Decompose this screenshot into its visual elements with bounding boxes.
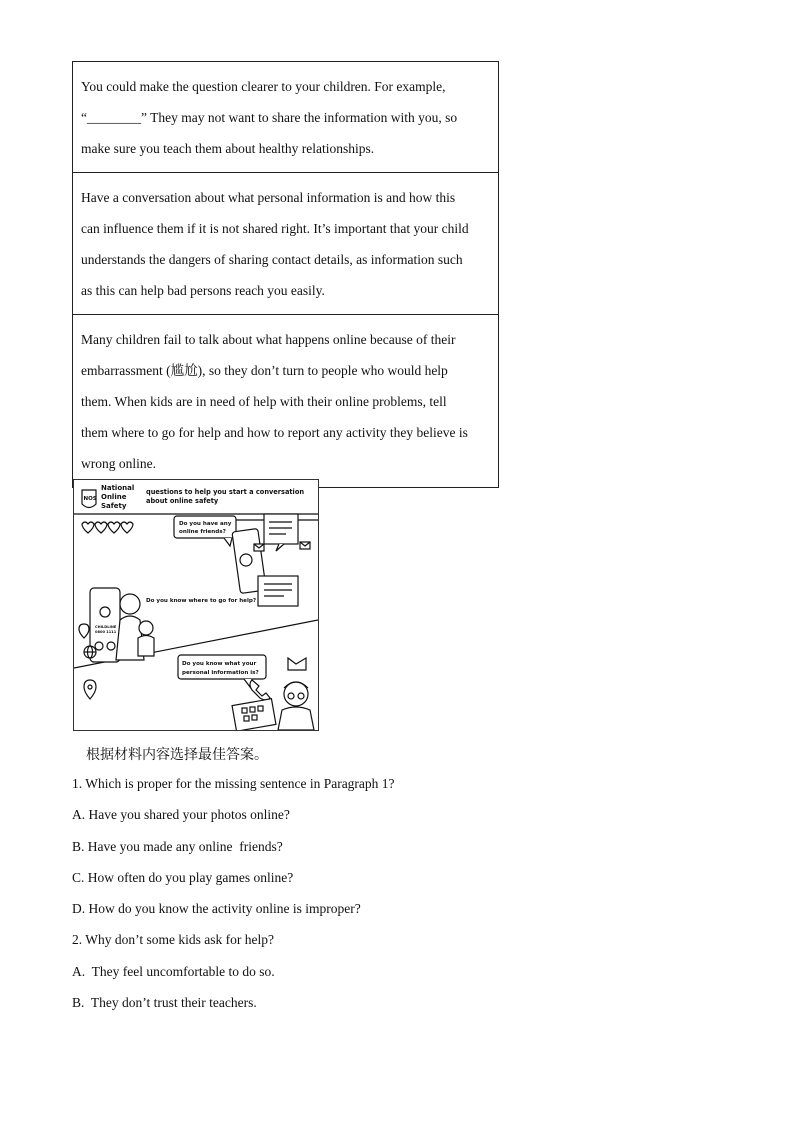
row2-line3: understands the dangers of sharing contact details, as information such xyxy=(81,252,463,267)
logo-badge-text: NOS xyxy=(83,496,97,502)
instruction: 根据材料内容选择最佳答案。 xyxy=(86,748,268,763)
question-1-stem: 1. Which is proper for the missing sentence in Paragraph 1? xyxy=(72,776,395,791)
row3-line5: wrong online. xyxy=(81,456,156,471)
lock-icon xyxy=(232,699,276,730)
row2-line4: as this can help bad persons reach you easily. xyxy=(81,283,325,298)
row1-line1: You could make the question clearer to your children. For example, xyxy=(81,79,446,94)
globe-icon xyxy=(84,646,96,658)
question-2-option-b[interactable]: B. They don’t trust their teachers. xyxy=(72,995,257,1011)
phone-label-2: 0800 1111 xyxy=(95,630,117,634)
question-1-option-c[interactable]: C. How often do you play games online? xyxy=(72,869,294,885)
table-row-2 xyxy=(73,173,498,315)
header-line-1: questions to help you start a conversation xyxy=(146,488,305,496)
row1-line2: “________” They may not want to share the information with you, so xyxy=(81,110,458,125)
row2-line1: Have a conversation about what personal information is and how this xyxy=(81,190,456,205)
bubble1-line1: Do you have any xyxy=(179,521,232,527)
logo-line-3: Safety xyxy=(101,502,127,510)
table-row-1 xyxy=(73,62,498,173)
heart-icon xyxy=(82,522,133,533)
nos-logo xyxy=(82,484,134,510)
row3-line2: embarrassment (尴尬), so they don’t turn to people who would help xyxy=(81,363,448,378)
question-1-option-d[interactable]: D. How do you know the activity online is improper? xyxy=(72,901,361,917)
bubble3-line1: Do you know what your xyxy=(182,661,257,667)
header-line-2: about online safety xyxy=(146,497,219,505)
bubble2-text: Do you know where to go for help? xyxy=(146,598,257,604)
row3-line3: them. When kids are in need of help with their online problems, tell xyxy=(81,394,447,409)
bubble3-line2: personal information is? xyxy=(182,670,259,676)
phone-label-1: CHILDLINE xyxy=(95,625,117,629)
question-1-option-b[interactable]: B. Have you made any online friends? xyxy=(72,838,283,854)
logo-line-2: Online xyxy=(101,493,127,501)
passage-table xyxy=(72,61,499,488)
row3-line1: Many children fail to talk about what happens online because of their xyxy=(81,332,456,347)
online-safety-illustration xyxy=(73,479,319,731)
bubble1-line2: online friends? xyxy=(179,529,226,535)
logo-line-1: National xyxy=(101,484,135,492)
question-1-option-a[interactable]: A. Have you shared your photos online? xyxy=(72,807,290,823)
questions-section xyxy=(72,744,772,1018)
question-2-stem: 2. Why don’t some kids ask for help? xyxy=(72,932,274,948)
row2-line2: can influence them if it is not shared right. It’s important that your child xyxy=(81,221,469,236)
question-2-option-a[interactable]: A. They feel uncomfortable to do so. xyxy=(72,963,275,979)
row1-line3: make sure you teach them about healthy relationships. xyxy=(81,141,375,156)
table-row-3 xyxy=(73,315,498,488)
row3-line4: them where to go for help and how to report any activity they believe is xyxy=(81,425,468,440)
phone-icon xyxy=(250,680,270,700)
